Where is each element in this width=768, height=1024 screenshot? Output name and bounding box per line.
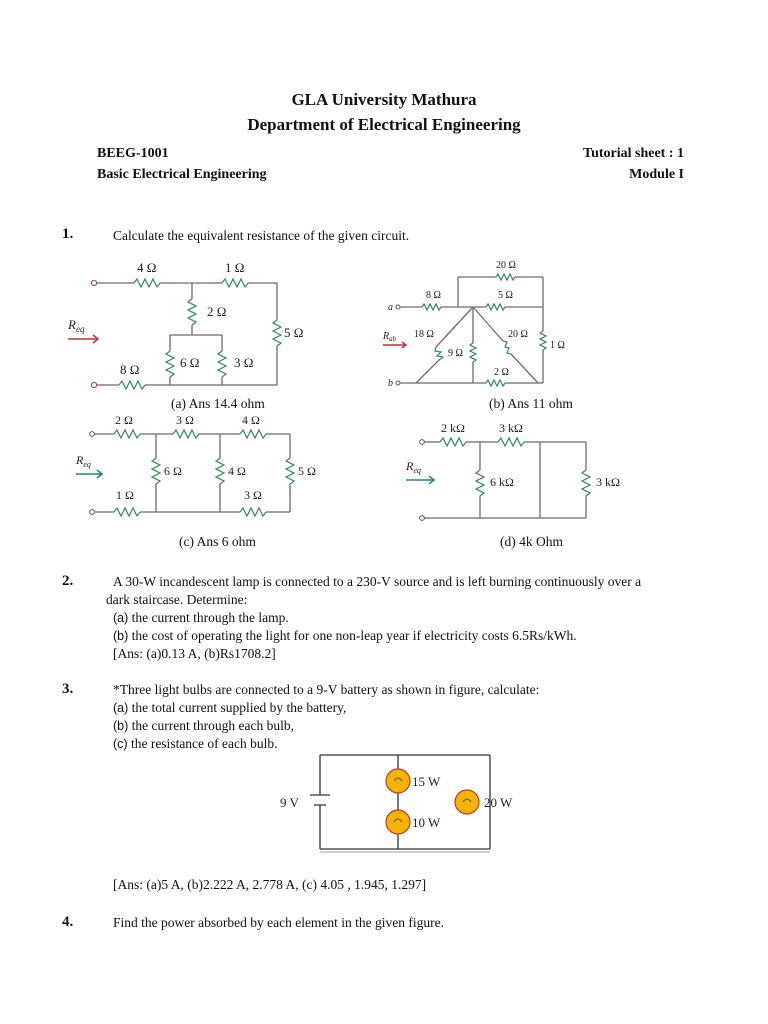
- circuit-a: [62, 255, 322, 395]
- battery-label: 9 V: [280, 795, 299, 810]
- module-label: Module I: [629, 167, 684, 182]
- question-3-part-a: [113, 699, 346, 717]
- circuit-b-r2-label: 8 Ω: [426, 290, 441, 301]
- part-c-label: (c): [113, 737, 128, 751]
- bulb-circuit: [270, 745, 540, 860]
- circuit-a-r1-label: 4 Ω: [137, 260, 157, 275]
- caption-a: (a) Ans 14.4 ohm: [171, 396, 265, 411]
- circuit-d-r2-label: 3 kΩ: [499, 421, 523, 435]
- part-a-label: (a): [113, 611, 129, 625]
- question-1-text: Calculate the equivalent resistance of the given circuit.: [113, 228, 410, 243]
- course-code: BEEG-1001: [97, 146, 169, 161]
- circuit-a-r7-label: 8 Ω: [120, 362, 140, 377]
- circuit-c-r7-label: 1 Ω: [116, 488, 134, 502]
- question-3-part-c: [113, 735, 278, 753]
- question-3-part-b: [113, 717, 294, 735]
- circuit-b-r4-label: 18 Ω: [414, 329, 434, 340]
- circuit-d-r3-label: 6 kΩ: [490, 475, 514, 489]
- circuit-c: [70, 410, 330, 525]
- circuit-c-req-label: $R_{eq}$: [76, 453, 91, 469]
- circuit-d-req-label: $R_{eq}$: [406, 459, 421, 475]
- caption-b: (b) Ans 11 ohm: [489, 396, 573, 411]
- part-a-text: the current through the lamp.: [131, 610, 289, 625]
- circuit-b-rab-label: $R_{ab}$: [383, 331, 397, 343]
- circuit-b-r7-label: 1 Ω: [550, 340, 565, 351]
- circuit-b-r5-label: 20 Ω: [508, 329, 528, 340]
- question-3-line-1: *Three light bulbs are connected to a 9-V battery as shown in figure, calculate:: [113, 682, 540, 697]
- circuit-b-r8-label: 2 Ω: [494, 367, 509, 378]
- circuit-c-r1-label: 2 Ω: [115, 413, 133, 427]
- part-b-text: the current through each bulb,: [131, 718, 294, 733]
- circuit-b-r1-label: 20 Ω: [496, 260, 516, 271]
- part-a-label: (a): [113, 701, 129, 715]
- question-2-answer: [Ans: (a)0.13 A, (b)Rs1708.2]: [113, 646, 276, 661]
- bulb-15w-icon: [386, 769, 410, 793]
- question-3-answer: [Ans: (a)5 A, (b)2.222 A, 2.778 A, (c) 4.05 , 1.945, 1.297]: [113, 877, 427, 892]
- question-4-text: Find the power absorbed by each element in the given figure.: [113, 915, 445, 930]
- circuit-b-node-b: b: [388, 378, 393, 389]
- question-2-part-b: [113, 627, 577, 645]
- circuit-a-r6-label: 3 Ω: [234, 355, 254, 370]
- question-number-4: 4.: [62, 914, 74, 930]
- bulb-10w-icon: [386, 810, 410, 834]
- part-b-label: (b): [113, 719, 129, 733]
- department-title: Department of Electrical Engineering: [247, 115, 521, 134]
- circuit-b-r3-label: 5 Ω: [498, 290, 513, 301]
- circuit-b-node-a: a: [388, 302, 393, 313]
- circuit-c-r2-label: 3 Ω: [176, 413, 194, 427]
- circuit-d-r1-label: 2 kΩ: [441, 421, 465, 435]
- question-number-3: 3.: [62, 681, 74, 697]
- bulb-10w-label: 10 W: [412, 815, 441, 830]
- part-b-text: the cost of operating the light for one non-leap year if electricity costs 6.5Rs/kWh.: [131, 628, 577, 643]
- circuit-b-r6-label: 9 Ω: [448, 348, 463, 359]
- circuit-d: [398, 418, 638, 530]
- caption-c: (c) Ans 6 ohm: [179, 534, 256, 549]
- question-2-part-a: [113, 609, 289, 627]
- question-number-1: 1.: [62, 226, 74, 242]
- circuit-d-r4-label: 3 kΩ: [596, 475, 620, 489]
- university-title: GLA University Mathura: [291, 90, 477, 109]
- circuit-c-r8-label: 3 Ω: [244, 488, 262, 502]
- part-c-text: the resistance of each bulb.: [130, 736, 278, 751]
- circuit-c-r4-label: 6 Ω: [164, 464, 182, 478]
- circuit-a-r2-label: 1 Ω: [225, 260, 245, 275]
- circuit-a-req-label: $R_{eq}$: [68, 317, 85, 334]
- bulb-20w-icon: [455, 790, 479, 814]
- tutorial-sheet: Tutorial sheet : 1: [583, 146, 684, 161]
- part-b-label: (b): [113, 629, 129, 643]
- part-a-text: the total current supplied by the battery,: [131, 700, 347, 715]
- circuit-c-r6-label: 5 Ω: [298, 464, 316, 478]
- question-2-line-2: dark staircase. Determine:: [106, 592, 248, 607]
- circuit-c-r3-label: 4 Ω: [242, 413, 260, 427]
- bulb-20w-label: 20 W: [484, 795, 513, 810]
- question-number-2: 2.: [62, 573, 74, 589]
- caption-d: (d) 4k Ohm: [500, 534, 563, 549]
- circuit-c-r5-label: 4 Ω: [228, 464, 246, 478]
- question-2-line-1: A 30-W incandescent lamp is connected to a 230-V source and is left burning continuously over a: [113, 574, 642, 589]
- bulb-15w-label: 15 W: [412, 774, 441, 789]
- circuit-a-r5-label: 6 Ω: [180, 355, 200, 370]
- circuit-b: [378, 255, 588, 395]
- course-name: Basic Electrical Engineering: [97, 167, 267, 182]
- circuit-a-r4-label: 5 Ω: [284, 325, 304, 340]
- circuit-a-r3-label: 2 Ω: [207, 304, 227, 319]
